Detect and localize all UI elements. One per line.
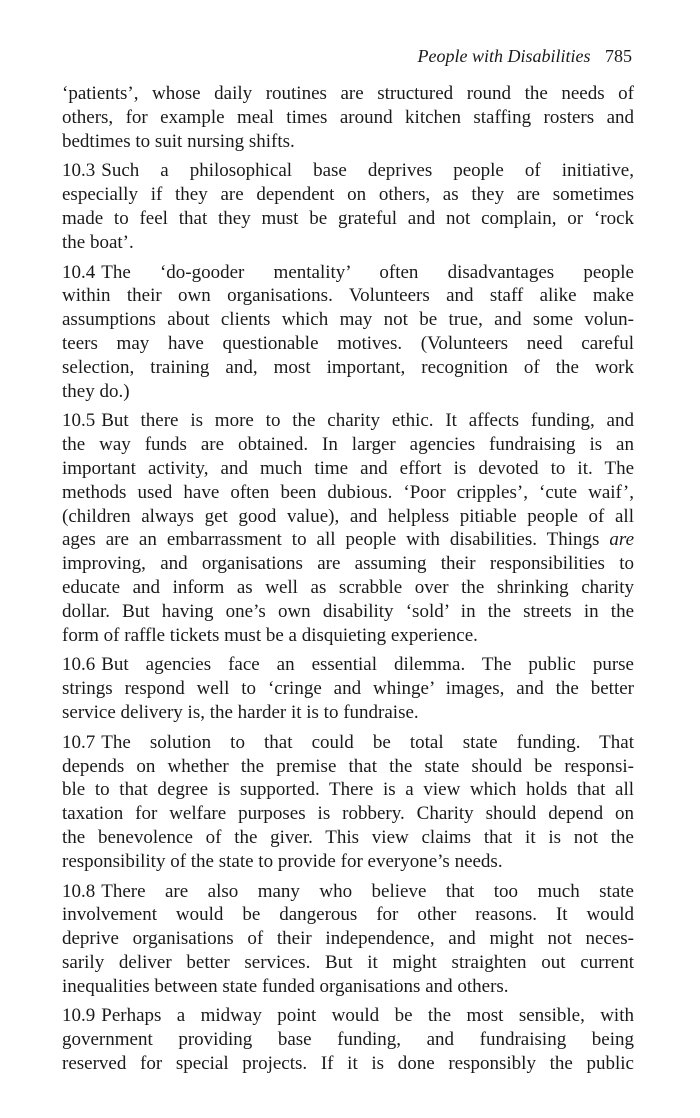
line-text: ‘patients’, whose daily routines are structured round the needs of	[62, 83, 634, 104]
line-text: form of raffle tickets must be a disquieting experience.	[62, 624, 478, 646]
line-text: inequalities between state funded organisations and others.	[62, 975, 509, 997]
paragraph-10-9	[62, 1004, 634, 1075]
text-line	[62, 576, 634, 600]
paragraph-number: 10.9	[62, 1005, 96, 1027]
paragraph-10-6	[62, 653, 634, 724]
text-line	[62, 356, 634, 380]
text-line	[62, 624, 634, 648]
line-text: service delivery is, the harder it is to fundraise.	[62, 701, 419, 723]
line-text: the boat’.	[62, 231, 134, 253]
running-head-title: People with Disabilities	[417, 46, 591, 66]
text-line	[62, 778, 634, 802]
text-line	[62, 528, 634, 552]
text-line	[62, 802, 634, 826]
line-text: reserved for special projects. If it is done responsibly the public	[62, 1053, 634, 1075]
paragraph-10-3	[62, 159, 634, 254]
line-text: There are also many who believe that too much state	[101, 880, 634, 902]
line-text: selection, training and, most important, recognition of the work	[62, 356, 634, 378]
line-text: ble to that degree is supported. There is a view which holds that all	[62, 779, 634, 801]
line-text: involvement would be dangerous for other reasons. It would	[62, 904, 634, 926]
text-line	[62, 159, 634, 183]
line-text: depends on whether the premise that the state should be responsi-	[62, 755, 634, 777]
paragraph-10-5	[62, 409, 634, 647]
text-line	[62, 927, 634, 951]
text-line	[62, 755, 634, 779]
line-text: the benevolence of the giver. This view claims that it is not the	[62, 826, 634, 848]
line-text: deprive organisations of their independence, and might not neces-	[62, 928, 634, 950]
line-text: ages are an embarrassment to all people with disabilities. Things are	[62, 529, 634, 551]
line-text: (children always get good value), and helpless pitiable people of all	[62, 505, 634, 527]
paragraph-number: 10.8	[62, 880, 96, 902]
text-line	[62, 409, 634, 433]
line-text: assumptions about clients which may not be true, and some volun-	[62, 309, 634, 331]
text-line	[62, 850, 634, 874]
line-text: made to feel that they must be grateful and not complain, or ‘rock	[62, 207, 634, 229]
text-line	[62, 880, 634, 904]
paragraph-number: 10.7	[62, 731, 96, 753]
line-text: educate and inform as well as scrabble over the shrinking charity	[62, 576, 634, 598]
text-line	[62, 284, 634, 308]
text-line	[62, 380, 634, 404]
text-line	[62, 308, 634, 332]
text-line	[62, 552, 634, 576]
text-line	[62, 731, 634, 755]
text-line	[62, 231, 634, 255]
text-line	[62, 653, 634, 677]
line-text: responsibility of the state to provide for everyone’s needs.	[62, 850, 503, 872]
paragraph-10-7	[62, 731, 634, 874]
text-line	[62, 433, 634, 457]
text-line	[62, 826, 634, 850]
line-text: they do.)	[62, 380, 130, 402]
text-line	[62, 261, 634, 285]
line-text: the way funds are obtained. In larger agencies fundraising is an	[62, 434, 634, 456]
text-line	[62, 106, 634, 130]
line-text: within their own organisations. Volunteers and staff alike make	[62, 285, 634, 307]
text-line	[62, 332, 634, 356]
text-line	[62, 600, 634, 624]
text-line	[62, 903, 634, 927]
text-line	[62, 130, 634, 154]
line-text: government providing base funding, and fundraising being	[62, 1029, 634, 1051]
text-line	[62, 183, 634, 207]
text-line	[62, 1028, 634, 1052]
running-header	[62, 44, 632, 68]
paragraph-number: 10.3	[62, 160, 96, 182]
text-line	[62, 677, 634, 701]
paragraph-10-8	[62, 880, 634, 999]
text-line	[62, 481, 634, 505]
line-text: Such a philosophical base deprives people of initiative,	[101, 160, 634, 182]
text-line	[62, 457, 634, 481]
text-line	[62, 975, 634, 999]
text-line	[62, 82, 634, 106]
line-text: important activity, and much time and effort is devoted to it. The	[62, 457, 634, 479]
paragraph-number: 10.6	[62, 654, 96, 676]
line-text: Perhaps a midway point would be the most sensible, with	[101, 1005, 634, 1027]
line-text: sarily deliver better services. But it might straighten out current	[62, 951, 634, 973]
line-text: teers may have questionable motives. (Volunteers need careful	[62, 332, 634, 354]
text-line	[62, 951, 634, 975]
line-text: But agencies face an essential dilemma. The public purse	[101, 654, 634, 676]
paragraph-number: 10.5	[62, 410, 96, 432]
text-line	[62, 207, 634, 231]
line-text: taxation for welfare purposes is robbery. Charity should depend on	[62, 803, 634, 825]
line-text: others, for example meal times around kitchen staffing rosters and	[62, 106, 634, 128]
line-text: improving, and organisations are assuming their responsibilities to	[62, 553, 634, 575]
paragraph-10-4	[62, 261, 634, 404]
line-text: dollar. But having one’s own disability ‘sold’ in the streets in the	[62, 600, 634, 622]
text-line	[62, 505, 634, 529]
line-text: But there is more to the charity ethic. It affects funding, and	[101, 410, 634, 432]
line-text: bedtimes to suit nursing shifts.	[62, 130, 295, 152]
paragraph-number: 10.4	[62, 261, 96, 283]
line-text: The ‘do-gooder mentality’ often disadvantages people	[101, 261, 634, 283]
line-text: strings respond well to ‘cringe and whinge’ images, and the better	[62, 678, 634, 700]
paragraph-continued	[62, 82, 634, 153]
line-text: The solution to that could be total state funding. That	[101, 731, 634, 753]
line-text: methods used have often been dubious. ‘Poor cripples’, ‘cute waif’,	[62, 481, 634, 503]
page-number: 785	[605, 46, 632, 66]
text-line	[62, 1004, 634, 1028]
line-text: especially if they are dependent on others, as they are sometimes	[62, 184, 634, 206]
body-text	[62, 82, 634, 1082]
text-line	[62, 701, 634, 725]
text-line	[62, 1052, 634, 1076]
